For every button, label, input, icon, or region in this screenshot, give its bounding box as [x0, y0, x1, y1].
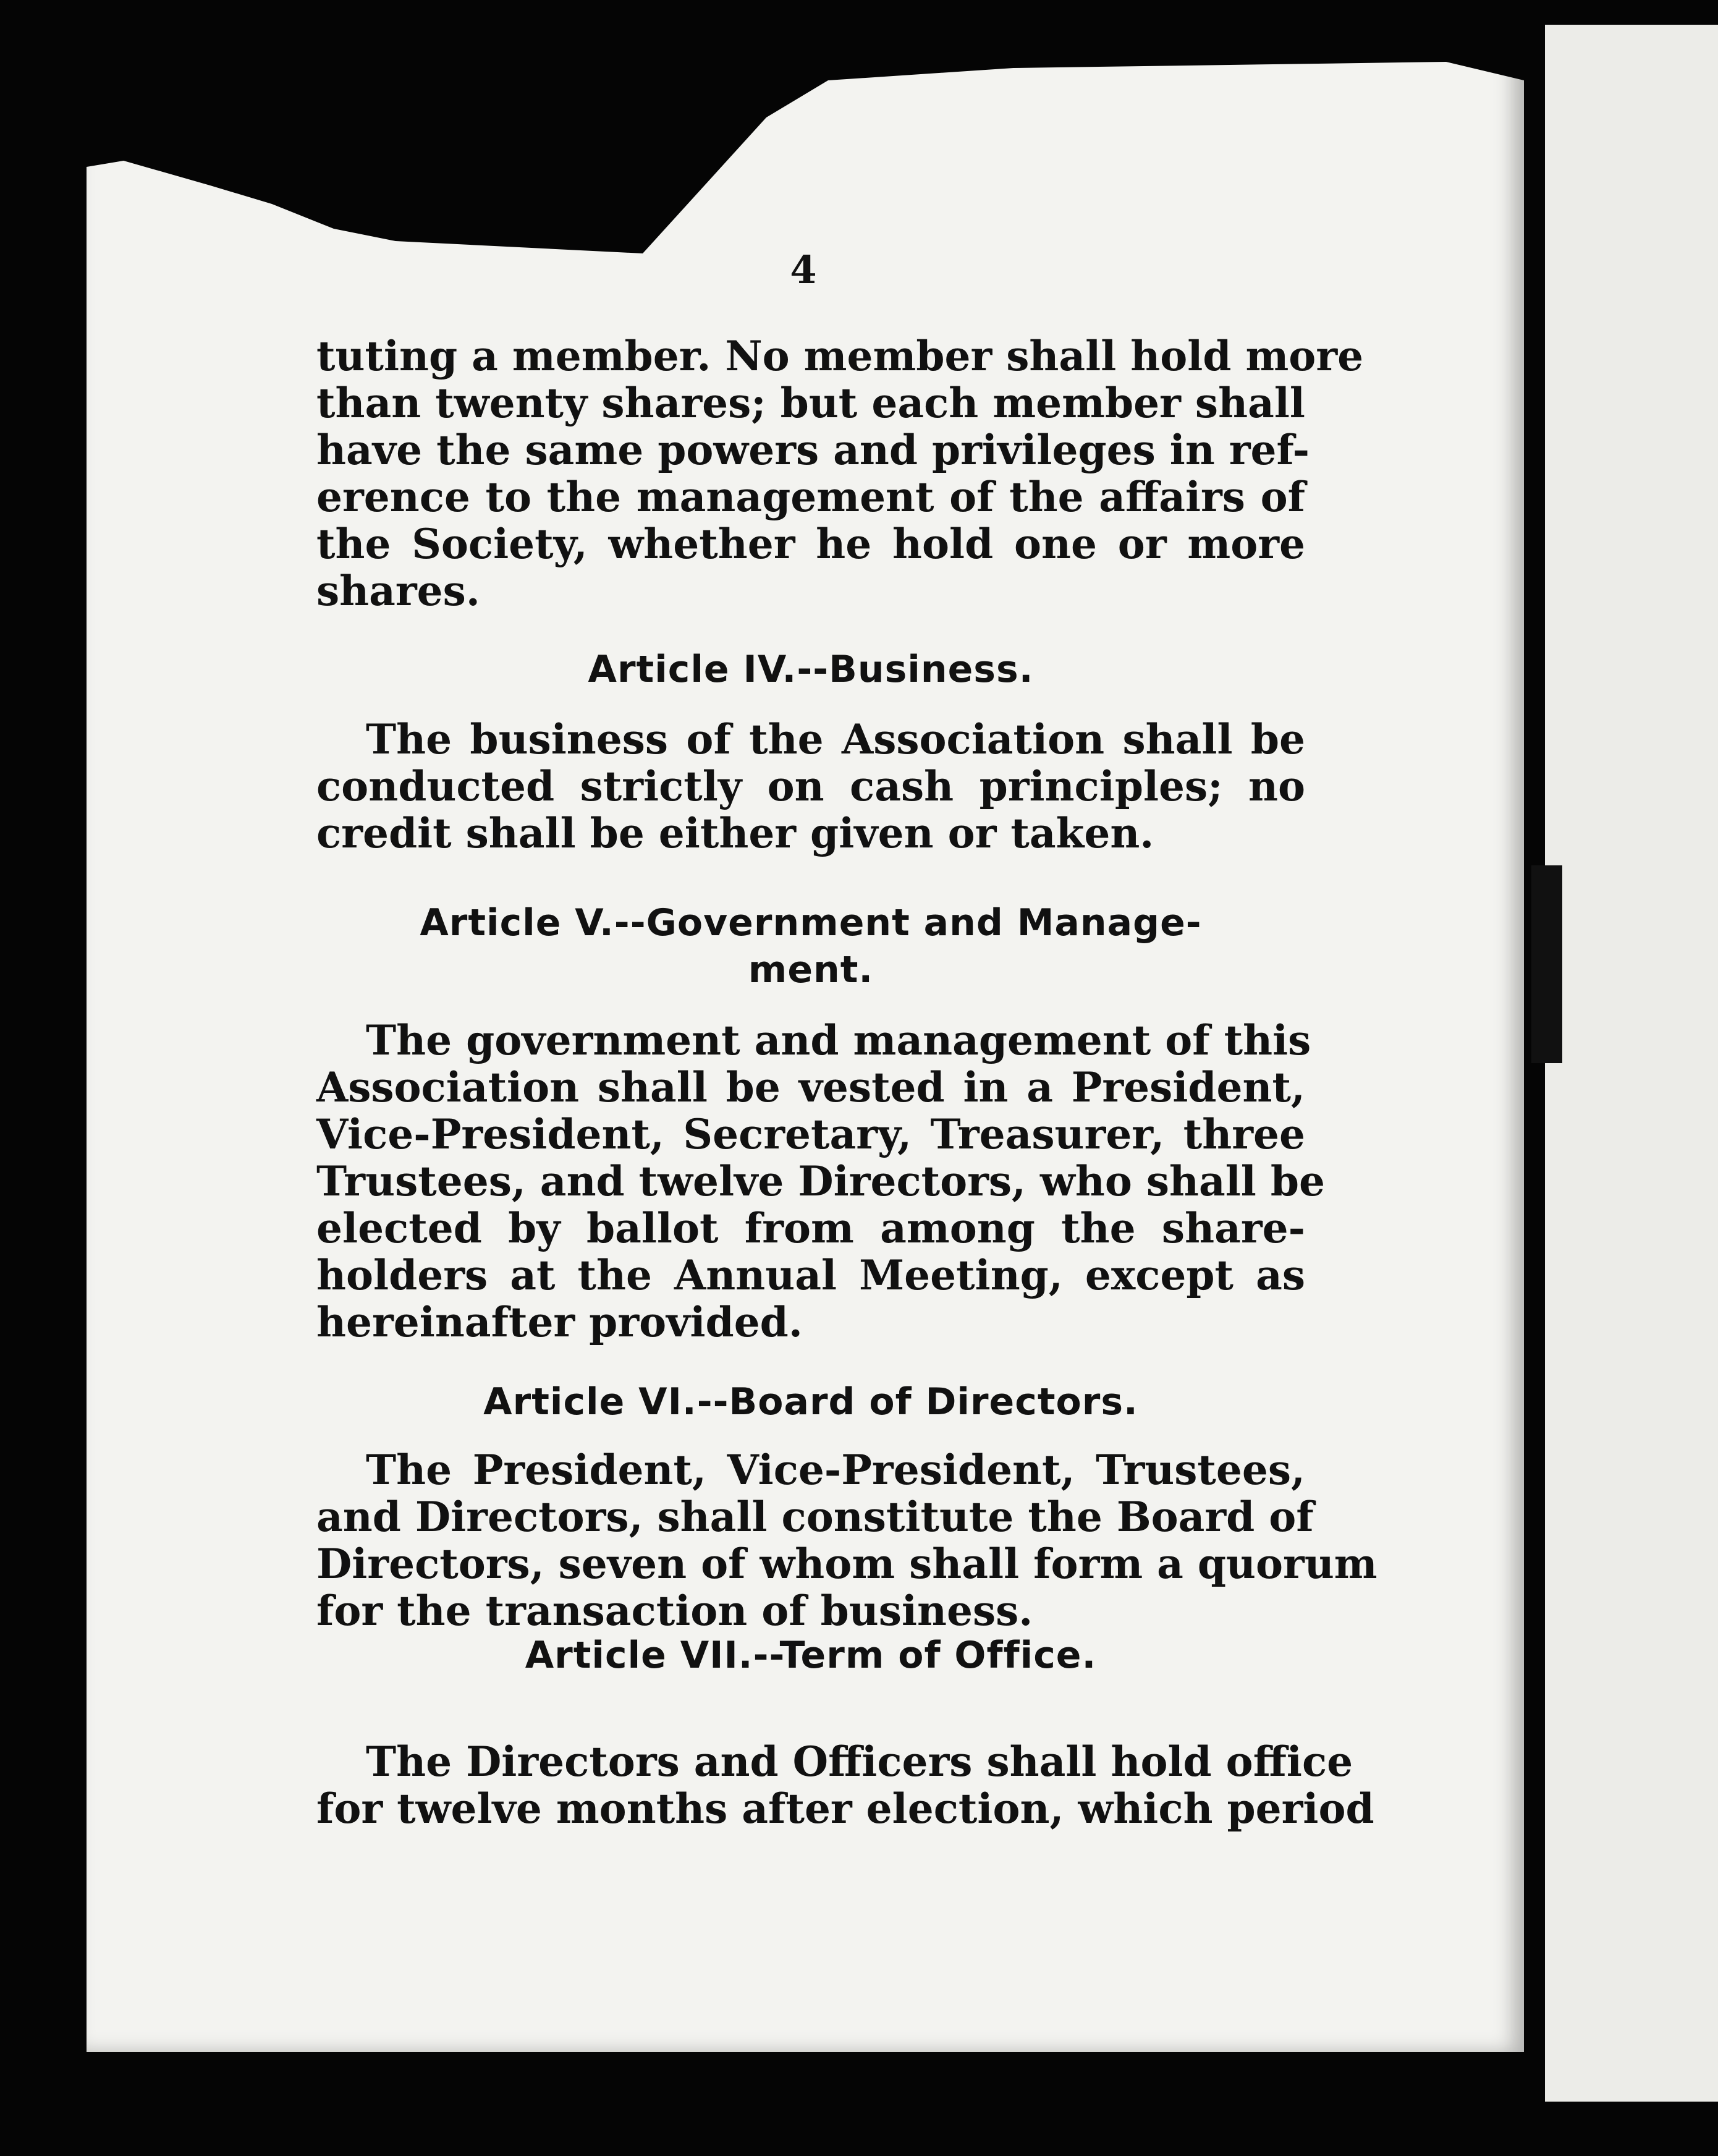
- text-line: hereinafter provided.: [316, 1298, 803, 1346]
- text-line: erence to the management of the affairs of: [316, 473, 1305, 521]
- heading-line: Article VII.--Term of Office.: [525, 1634, 1097, 1677]
- text-line: for the transaction of business.: [316, 1587, 1033, 1635]
- binding-spine: [1531, 865, 1562, 1063]
- text-line: and Directors, shall constitute the Board of: [316, 1493, 1314, 1541]
- text-line: credit shall be either given or taken.: [316, 809, 1154, 857]
- text-line: for twelve months after election, which period: [316, 1785, 1374, 1833]
- heading-line: Article IV.--Business.: [588, 648, 1034, 691]
- text-line: tuting a member. No member shall hold more: [316, 332, 1364, 380]
- text-line: Trustees, and twelve Directors, who shall be: [316, 1157, 1325, 1205]
- article-heading: [316, 1632, 1305, 1679]
- article-body: [316, 1016, 1325, 1346]
- heading-line: Article VI.--Board of Directors.: [483, 1380, 1138, 1424]
- article-body: [316, 716, 1305, 857]
- text-line: shares.: [316, 567, 480, 615]
- text-line: have the same powers and privileges in ref-: [316, 426, 1310, 474]
- text-line: The Directors and Officers shall hold office: [366, 1738, 1353, 1786]
- text-line: elected by ballot from among the share-: [316, 1204, 1305, 1252]
- text-line: The business of the Association shall be: [366, 715, 1305, 763]
- article-body: [316, 1446, 1377, 1635]
- text-line: conducted strictly on cash principles; no: [316, 762, 1305, 810]
- article-heading: [316, 646, 1305, 693]
- text-line: The government and management of this: [366, 1016, 1311, 1064]
- text-line: Association shall be vested in a President,: [316, 1063, 1305, 1111]
- heading-line: Article V.--Government and Manage-: [420, 901, 1202, 944]
- paragraph: [316, 332, 1364, 615]
- text-line: than twenty shares; but each member shall: [316, 379, 1305, 427]
- article-heading: [316, 899, 1305, 993]
- text-line: Vice-President, Secretary, Treasurer, three: [316, 1110, 1305, 1158]
- page-number: 4: [790, 247, 817, 292]
- article-body: [316, 1738, 1374, 1833]
- text-line: the Society, whether he hold one or more: [316, 520, 1305, 568]
- article-heading: [316, 1378, 1305, 1425]
- heading-line: ment.: [748, 948, 874, 991]
- text-line: Directors, seven of whom shall form a quorum: [316, 1540, 1377, 1588]
- text-line: The President, Vice-President, Trustees,: [366, 1446, 1305, 1494]
- text-line: holders at the Annual Meeting, except as: [316, 1251, 1305, 1299]
- facing-page: [1545, 25, 1718, 2102]
